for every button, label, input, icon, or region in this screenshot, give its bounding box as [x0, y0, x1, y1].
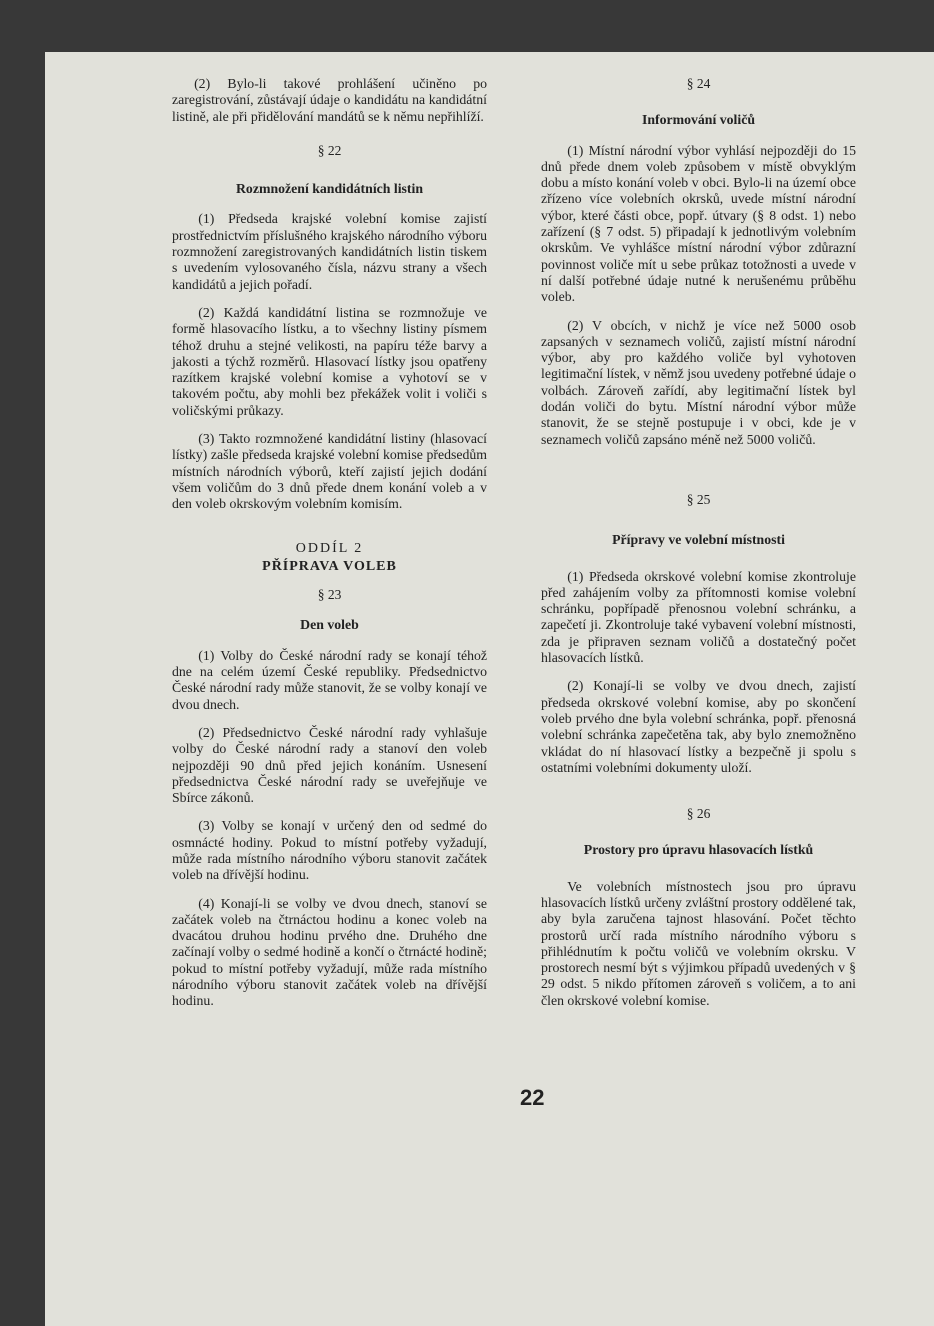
section-25-title: Přípravy ve volební místnosti: [612, 532, 785, 548]
section-22-title: Rozmnožení kandidátních listin: [235, 181, 424, 197]
paragraph: (2) Každá kandidátní listina se rozmnožuje ve formě hlasovacího lístku, a to všechny listiny písmem téhož druhu a stejné velikosti, na papíru téže barvy a jakosti a týchž rozměrů. Hlasovací lístky jsou opatřeny razítkem krajské volební komise a vyhotoví se v takovém počtu, aby mohli bez překážek volit i voliči s voličskými průkazy.: [172, 304, 487, 418]
left-column: [172, 76, 487, 1022]
paragraph: (2) Předsednictvo České národní rady vyhlašuje volby do České národní rady a stanoví den voleb nejpozději 90 dnů před jejich konáním. Usnesení předsednictva České národní rady se uveřejňuje ve Sbírce zákonů.: [172, 724, 487, 806]
section-24-title: Informování voličů: [641, 112, 756, 128]
section-25-heading: § 25: [686, 491, 711, 507]
paragraph: (2) Konají-li se volby ve dvou dnech, zajistí předseda okrskové volební komise, aby po skončení voleb prvého dne byla volební schránka, popř. přenosná volební schránka zapečetěna tak, aby bylo znemožněno vkládat do ní hlasovací lístky a bezpečně ji spolu s ostatními volebními dokumenty uloží.: [541, 678, 856, 775]
division-label: ODDÍL 2: [295, 540, 364, 556]
section-23-heading: § 23: [317, 587, 342, 603]
section-24-heading: § 24: [686, 76, 711, 91]
paragraph: (1) Předseda krajské volební komise zajistí prostřednictvím příslušného krajského národního výboru rozmnožení zaregistrovaných kandidátních listin tiskem s uvedením vylosovaného čísla, názvu strany a všech kandidátů a jejich pořadí.: [172, 211, 487, 292]
section-26-title: Prostory pro úpravu hlasovacích lístků: [583, 842, 814, 858]
paragraph: (3) Volby se konají v určený den od sedmé do osmnácté hodiny. Pokud to místní potřeby vyžadují, může rada místního národního výboru stanovit začátek voleb na dřívější hodinu.: [172, 818, 487, 883]
paragraph: (4) Konají-li se volby ve dvou dnech, stanoví se začátek voleb na čtrnáctou hodinu a konec voleb na dvacátou druhou hodinu prvého dne. Druhého dne začínají volby o sedmé hodině a končí o čtrnácté hodině; pokud to místní potřeby vyžadují, může rada místního národního výboru stanovit začátek voleb na dřívější hodinu.: [172, 895, 487, 1009]
paragraph: (1) Předseda okrskové volební komise zkontroluje před zahájením volby za přítomnosti komise volební schránku, popřípadě přenosnou volební schránku, a zapečetí ji. Zkontroluje také vybavení volební místnosti, zda je připraven seznam voličů a dostatečný počet hlasovacích lístků.: [541, 568, 856, 666]
paragraph: Ve volebních místnostech jsou pro úpravu hlasovacích lístků určeny zvláštní prostory oddělené tak, aby byla zaručena tajnost hlasování. Počet těchto prostorů určí rada místního národního výboru s přihlédnutím k počtu voličů ve volebním okrsku. V prostorech nesmí být s výjimkou případů uvedených v § 29 odst. 5 nikdo přítomen zároveň s voličem, a to ani člen okrskové volební komise.: [541, 878, 856, 1008]
section-26-heading: § 26: [686, 806, 711, 822]
page-number: 22: [520, 1085, 545, 1110]
section-22-heading: § 22: [317, 142, 342, 158]
right-column: [541, 76, 856, 1021]
section-23-title: Den voleb: [300, 617, 359, 633]
paragraph: (1) Volby do České národní rady se konají téhož dne na celém území České republiky. Předsednictvo České národní rady může stanovit, že se volby konají ve dvou dnech.: [172, 647, 487, 712]
paragraph: (2) Bylo-li takové prohlášení učiněno po zaregistrování, zůstávají údaje o kandidátu na kandidátní listině, ale při přidělování mandátů se k němu nepřihlíží.: [172, 76, 487, 124]
division-name: PŘÍPRAVA VOLEB: [262, 558, 397, 574]
paragraph: (1) Místní národní výbor vyhlásí nejpozději do 15 dnů přede dnem voleb způsobem v místě obvyklým dobu a místo konání voleb v obci. Bylo-li na území obce zřízeno více volebních okrsků, uvede místní národní výbor, které části obce, popř. útvary (§ 8 odst. 1) nebo zařízení (§ 7 odst. 5) připadají k jednotlivým volebním okrskům. Ve vyhlášce místní národní výbor zdůrazní povinnost voliče mít u sebe průkaz totožnosti a uvede v ní další potřebné údaje nutné k nerušenému průběhu voleb.: [541, 142, 856, 305]
paragraph: (3) Takto rozmnožené kandidátní listiny (hlasovací lístky) zašle předseda krajské volební komise předsedům místních národních výborů, kteří zajistí jejich dodání všem voličům do 3 dnů přede dnem konání voleb a v den voleb okrskovým volebním komisím.: [172, 431, 487, 512]
paragraph: (2) V obcích, v nichž je více než 5000 osob zapsaných v seznamech voličů, zajistí místní národní výbor, aby pro každého voliče byl vyhotoven legitimační lístek, v němž jsou uvedeny potřebné údaje o volbách. Zároveň zařídí, aby legitimační lístek byl dodán voliči do bytu. Místní národní výbor může stanovit, že se stejně postupuje i v obci, kde je v seznamech voličů zapsáno méně než 5000 voličů.: [541, 317, 856, 447]
